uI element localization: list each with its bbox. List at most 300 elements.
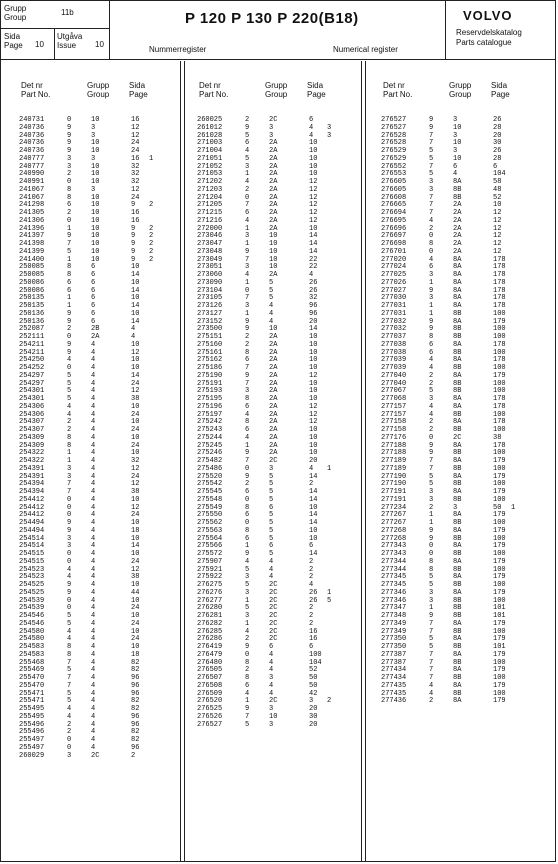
group-number: 8A	[453, 542, 462, 551]
group-number: 2C	[269, 596, 278, 605]
check-digit: 8	[245, 503, 250, 512]
page-number: 100	[493, 581, 506, 589]
divider	[54, 28, 55, 59]
group-number: 8B	[453, 519, 462, 527]
check-digit: 9	[67, 340, 72, 349]
part-number: 250085	[19, 263, 45, 272]
group-number: 10	[269, 263, 278, 272]
part-number: 272000	[197, 224, 223, 233]
group-number: 8A	[453, 557, 462, 566]
page-number: 24	[131, 604, 140, 613]
part-number: 275162	[197, 356, 223, 365]
group-number: 8A	[453, 340, 462, 349]
check-digit: 5	[67, 666, 72, 675]
check-digit: 6	[245, 511, 250, 520]
part-number: 255496	[19, 728, 45, 737]
check-digit: 6	[429, 348, 434, 357]
group-number: 4	[91, 472, 96, 481]
check-digit: 0	[67, 557, 72, 566]
part-number: 277350	[381, 635, 407, 644]
page-number: 179	[493, 457, 506, 465]
check-digit: 3	[245, 387, 250, 396]
part-number: 277268	[381, 526, 407, 535]
page-number: 10	[309, 147, 318, 155]
part-number: 276507	[197, 674, 223, 682]
check-digit: 8	[67, 433, 72, 442]
check-digit: 0	[67, 333, 72, 341]
check-digit: 3	[67, 751, 72, 760]
check-digit: 5	[245, 565, 250, 574]
check-digit: 8	[429, 333, 434, 341]
check-digit: 4	[67, 410, 72, 419]
page-number: 10	[309, 441, 318, 450]
page-number: 82	[131, 728, 140, 737]
part-number: 252111	[19, 333, 45, 341]
part-number: 277349	[381, 619, 407, 628]
part-number: 254523	[19, 573, 45, 582]
group-number: 8B	[453, 581, 462, 589]
check-digit: 8	[245, 348, 250, 357]
group-number: 2C	[269, 635, 278, 644]
check-digit: 7	[429, 209, 434, 217]
group-number: 8A	[453, 650, 462, 659]
page-number: 96	[309, 309, 318, 318]
check-digit: 2	[67, 720, 72, 729]
part-number: 254494	[19, 526, 45, 535]
group-number: 2A	[269, 170, 278, 179]
group-number: 6	[91, 317, 96, 326]
check-digit: 1	[67, 449, 72, 458]
group-number: 8B	[453, 379, 462, 388]
page-number: 38	[493, 433, 502, 442]
page-number: 12	[493, 247, 502, 256]
page-number: 9	[131, 224, 136, 233]
page-number: 12	[309, 185, 318, 194]
group-number: 8A	[453, 402, 462, 411]
check-digit: 2	[429, 379, 434, 388]
page-number: 9	[131, 232, 136, 241]
part-number: 276282	[197, 619, 223, 628]
group-header: Grupp Group	[265, 81, 288, 99]
group-number: 10	[269, 255, 278, 264]
page-number: 10	[309, 426, 318, 434]
group-number: 2C	[269, 588, 278, 597]
page-number: 24	[131, 472, 140, 481]
check-digit: 2	[67, 426, 72, 434]
part-number: 276526	[197, 712, 223, 721]
page-header-col: Sida Page	[307, 81, 326, 99]
part-number: 276695	[381, 216, 407, 225]
footnote: 1	[149, 154, 154, 163]
check-digit: 1	[245, 240, 250, 248]
page-number: 10	[309, 356, 318, 365]
group-number: 4	[91, 542, 96, 551]
page-number: 14	[309, 325, 318, 334]
group-number: 8B	[453, 627, 462, 636]
page-number: 100	[493, 426, 506, 434]
group-number: 10	[91, 139, 100, 148]
page-number: 12	[131, 185, 140, 194]
part-number: 240991	[19, 178, 45, 186]
check-digit: 5	[429, 154, 434, 163]
group-number: 4	[91, 418, 96, 427]
page-number: 14	[131, 317, 140, 326]
check-digit: 0	[67, 596, 72, 605]
part-number: 277387	[381, 650, 407, 659]
part-number: 277024	[381, 263, 407, 272]
part-number: 250085	[19, 271, 45, 279]
part-number: 277267	[381, 519, 407, 527]
page-number: 30	[493, 139, 502, 148]
page-number: 32	[131, 170, 140, 179]
group-number: 5	[269, 526, 274, 535]
check-digit: 3	[429, 495, 434, 504]
group-number: 4	[91, 596, 96, 605]
group-number: 6	[269, 643, 274, 651]
page-number: 4	[131, 325, 136, 334]
check-digit: 9	[429, 534, 434, 543]
page-number: 100	[493, 689, 506, 698]
part-number: 241306	[19, 216, 45, 225]
group-number: 10	[91, 255, 100, 264]
check-digit: 9	[429, 123, 434, 132]
check-digit: 4	[67, 573, 72, 582]
reservdel-label: Reservdelskatalog	[456, 28, 522, 37]
group-number: 5	[269, 511, 274, 520]
page-number: 10	[309, 162, 318, 171]
group-number: 2A	[269, 333, 278, 341]
page-number: 10	[131, 364, 140, 372]
group-number: 10	[91, 232, 100, 241]
check-digit: 4	[67, 356, 72, 365]
check-digit: 6	[245, 681, 250, 690]
check-digit: 4	[67, 627, 72, 636]
part-number: 276525	[197, 705, 223, 713]
group-number: 3	[453, 147, 458, 155]
part-number: 277025	[381, 271, 407, 279]
part-number: 273046	[197, 232, 223, 241]
page-number: 26	[309, 278, 318, 287]
group-number: 2C	[91, 751, 100, 760]
page-number: 10	[131, 643, 140, 651]
divider	[109, 1, 110, 59]
check-digit: 1	[67, 302, 72, 310]
check-digit: 1	[245, 619, 250, 628]
page-number: 2	[309, 612, 314, 620]
page-number: 12	[309, 371, 318, 380]
check-digit: 4	[429, 689, 434, 698]
page-number: 26	[309, 286, 318, 295]
part-number: 271004	[197, 147, 223, 155]
check-digit: 9	[67, 309, 72, 318]
page-number: 82	[131, 697, 140, 706]
group-number: 6	[269, 542, 274, 551]
page-number: 24	[131, 193, 140, 202]
part-number: 277030	[381, 294, 407, 303]
part-number: 276527	[197, 720, 223, 729]
group-number: 3	[91, 185, 96, 194]
check-digit: 5	[67, 697, 72, 706]
group-number: 3	[453, 131, 458, 140]
page-number: 24	[131, 441, 140, 450]
page-number: 179	[493, 681, 506, 690]
part-number: 276527	[381, 116, 407, 124]
group-number: 10	[269, 712, 278, 721]
page-number: 179	[493, 650, 506, 659]
check-digit: 8	[429, 240, 434, 248]
group-number: 6	[91, 302, 96, 310]
group-number: 2A	[269, 201, 278, 210]
check-digit: 0	[67, 743, 72, 752]
check-digit: 7	[429, 674, 434, 682]
check-digit: 0	[245, 464, 250, 473]
part-number: 277435	[381, 689, 407, 698]
page-number: 12	[493, 216, 502, 225]
group-number: 4	[91, 511, 96, 520]
check-digit: 1	[67, 294, 72, 303]
page-number: 100	[493, 596, 506, 605]
part-number: 277234	[381, 503, 407, 512]
part-number: 240736	[19, 131, 45, 140]
check-digit: 6	[245, 139, 250, 148]
group-number: 8B	[453, 643, 462, 651]
part-number: 277040	[381, 379, 407, 388]
group-number: 4	[91, 464, 96, 473]
group-number: 2C	[269, 627, 278, 636]
check-digit: 3	[67, 162, 72, 171]
footnote: 2	[149, 224, 154, 233]
page-number: 100	[493, 480, 506, 489]
check-digit: 3	[245, 162, 250, 171]
group-number: 8A	[453, 271, 462, 279]
page-number: 12	[131, 480, 140, 489]
group-number: 4	[91, 588, 96, 597]
check-digit: 9	[245, 550, 250, 558]
page-number: 20	[309, 457, 318, 465]
group-number: 10	[269, 232, 278, 241]
page-number: 14	[309, 240, 318, 248]
group-number: 4	[91, 666, 96, 675]
check-digit: 5	[245, 604, 250, 613]
part-number: 254525	[19, 588, 45, 597]
part-number: 275563	[197, 526, 223, 535]
page-number: 100	[493, 410, 506, 419]
page-number: 38	[131, 573, 140, 582]
group-number: 2C	[269, 581, 278, 589]
page-number: 10	[131, 356, 140, 365]
part-number: 275246	[197, 449, 223, 458]
page-number: 10	[309, 139, 318, 148]
part-number: 255497	[19, 743, 45, 752]
group-number: 2A	[269, 395, 278, 403]
page-number: 50	[493, 503, 502, 512]
check-digit: 5	[429, 170, 434, 179]
page-number: 179	[493, 697, 506, 706]
part-number: 277348	[381, 612, 407, 620]
group-number: 10	[453, 123, 462, 132]
page-number: 179	[493, 317, 506, 326]
group-number: 2A	[269, 216, 278, 225]
group-number: 10	[269, 247, 278, 256]
part-number: 273047	[197, 240, 223, 248]
part-number: 241067	[19, 193, 45, 202]
group-number: 8A	[453, 317, 462, 326]
group-number: 3	[91, 154, 96, 163]
check-digit: 3	[245, 302, 250, 310]
group-number: 5	[269, 294, 274, 303]
group-number: 8A	[453, 286, 462, 295]
part-number: 275549	[197, 503, 223, 512]
group-number: 8A	[453, 395, 462, 403]
part-number: 277190	[381, 480, 407, 489]
check-digit: 3	[429, 294, 434, 303]
check-digit: 9	[67, 526, 72, 535]
group-number: 8A	[453, 457, 462, 465]
register-row	[197, 722, 357, 730]
check-digit: 2	[429, 697, 434, 706]
page-number: 9	[131, 255, 136, 264]
part-number: 271202	[197, 178, 223, 186]
group-number: 8A	[453, 697, 462, 706]
page-number: 100	[493, 565, 506, 574]
page-number: 50	[309, 681, 318, 690]
group-number: 2C	[269, 457, 278, 465]
page-number: 10	[131, 449, 140, 458]
page-number: 16	[131, 116, 140, 124]
part-number: 276505	[197, 666, 223, 675]
part-number: 254514	[19, 542, 45, 551]
check-digit: 2	[429, 418, 434, 427]
page-number: 179	[493, 511, 506, 520]
group-number: 2A	[269, 178, 278, 186]
group-number: 8A	[453, 635, 462, 644]
group-number: 4	[91, 410, 96, 419]
page-number: 10	[309, 154, 318, 163]
part-number: 275160	[197, 340, 223, 349]
part-number: 255470	[19, 681, 45, 690]
group-number: 8B	[453, 534, 462, 543]
part-number: 276605	[381, 185, 407, 194]
group-number: 6	[91, 294, 96, 303]
page-number: 178	[493, 278, 506, 287]
page-number: 12	[309, 201, 318, 210]
part-number: 276275	[197, 581, 223, 589]
part-number: 276608	[381, 193, 407, 202]
page-number: 12	[309, 402, 318, 411]
page-number: 28	[493, 154, 502, 163]
part-number: 276528	[381, 131, 407, 140]
part-number: 254307	[19, 426, 45, 434]
check-digit: 9	[67, 317, 72, 326]
part-number: 254583	[19, 643, 45, 651]
group-number: 4	[91, 402, 96, 411]
check-digit: 5	[245, 720, 250, 729]
group-number: 8B	[453, 193, 462, 202]
part-number: 277032	[381, 317, 407, 326]
check-digit: 4	[67, 402, 72, 411]
group-number: 4	[91, 371, 96, 380]
group-number: 8A	[453, 441, 462, 450]
group-number: 4	[91, 364, 96, 372]
parts-catalogue-label: Parts catalogue	[456, 38, 512, 47]
check-digit: 5	[67, 612, 72, 620]
check-digit: 7	[429, 658, 434, 667]
check-digit: 8	[67, 271, 72, 279]
part-number: 275550	[197, 511, 223, 520]
check-digit: 0	[429, 433, 434, 442]
part-number: 271053	[197, 170, 223, 179]
check-digit: 3	[67, 542, 72, 551]
check-digit: 3	[429, 596, 434, 605]
page-number: 52	[493, 193, 502, 202]
part-number: 241400	[19, 255, 45, 264]
group-number: 8A	[453, 263, 462, 272]
group-number: 4	[269, 666, 274, 675]
page-number: 178	[493, 294, 506, 303]
page-number: 101	[493, 612, 506, 620]
group-number: 8B	[453, 325, 462, 334]
part-number: 277349	[381, 627, 407, 636]
page-number: 12	[493, 240, 502, 248]
part-number: 261028	[197, 131, 223, 140]
page-number: 2	[131, 751, 136, 760]
check-digit: 7	[245, 457, 250, 465]
page-number: 10	[309, 170, 318, 179]
page-number: 82	[131, 666, 140, 675]
check-digit: 2	[67, 418, 72, 427]
check-digit: 7	[429, 650, 434, 659]
group-number: 4	[91, 573, 96, 582]
group-number: 6	[453, 162, 458, 171]
check-digit: 4	[245, 147, 250, 155]
check-digit: 8	[429, 565, 434, 574]
check-digit: 5	[67, 395, 72, 403]
page-label: Sida Page	[4, 32, 23, 50]
part-number: 255469	[19, 666, 45, 675]
part-number: 250136	[19, 317, 45, 326]
group-number: 4	[269, 681, 274, 690]
part-number: 277191	[381, 488, 407, 496]
part-number: 252087	[19, 325, 45, 334]
group-number: 4	[91, 387, 96, 396]
page-number: 12	[131, 131, 140, 140]
check-digit: 0	[245, 286, 250, 295]
part-number: 277039	[381, 356, 407, 365]
check-digit: 9	[245, 643, 250, 651]
part-number: 277031	[381, 309, 407, 318]
check-digit: 0	[67, 116, 72, 124]
page-number: 10	[309, 395, 318, 403]
check-digit: 4	[67, 635, 72, 644]
group-number: 8B	[453, 674, 462, 682]
group-number: 4	[269, 658, 274, 667]
page-number: 101	[493, 604, 506, 613]
page-header-col: Sida Page	[491, 81, 510, 99]
page-number: 179	[493, 472, 506, 481]
check-digit: 7	[67, 488, 72, 496]
check-digit: 4	[67, 705, 72, 713]
group-number: 2A	[91, 333, 100, 341]
part-number: 277435	[381, 681, 407, 690]
group-number: 8A	[453, 588, 462, 597]
group-header: Grupp Group	[87, 81, 110, 99]
group-number: 8B	[453, 658, 462, 667]
part-number: 254514	[19, 534, 45, 543]
check-digit: 4	[245, 627, 250, 636]
page-number: 179	[493, 557, 506, 566]
part-number: 254211	[19, 340, 45, 349]
page-number: 178	[493, 286, 506, 295]
